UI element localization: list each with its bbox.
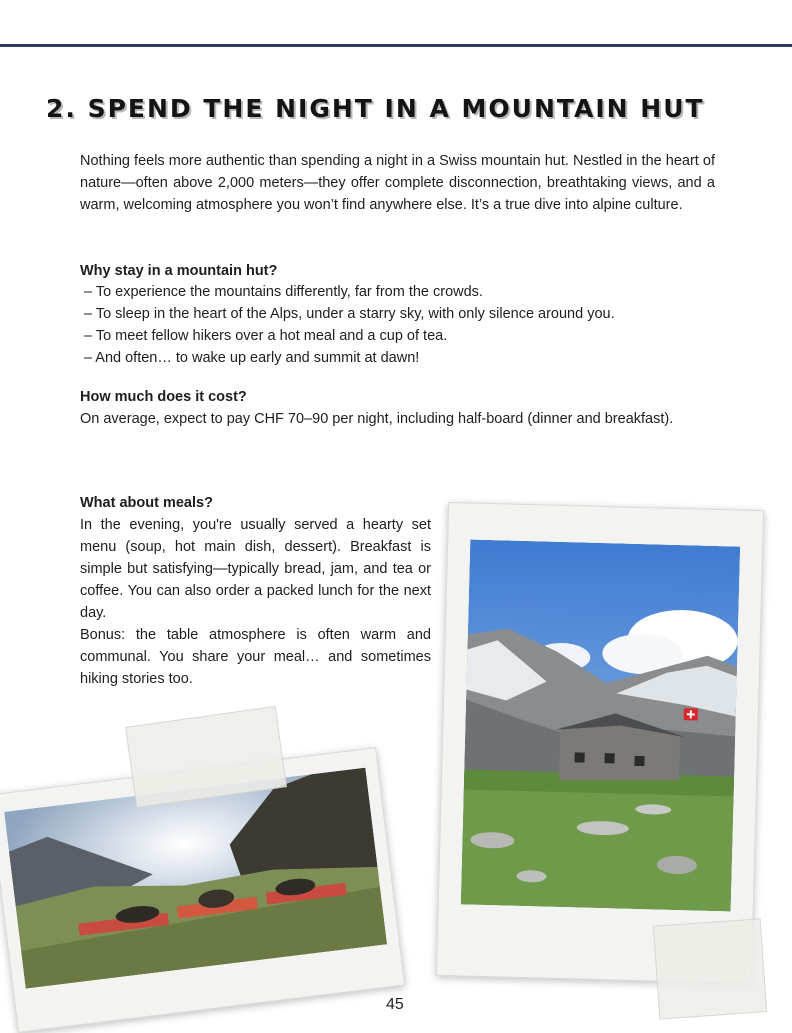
why-heading: Why stay in a mountain hut? xyxy=(80,263,278,279)
meals-heading: What about meals? xyxy=(80,495,213,511)
hikers-resting-photo xyxy=(4,768,387,989)
mountain-hut-photo-frame xyxy=(436,502,764,984)
list-item: – To sleep in the heart of the Alps, under a starry sky, with only silence around you. xyxy=(84,306,615,322)
meals-bonus: Bonus: the table atmosphere is often warm and communal. You share your meal… and sometimes hiking stories too. xyxy=(80,627,431,687)
list-item: – To experience the mountains differently, far from the crowds. xyxy=(84,284,483,300)
cost-paragraph: On average, expect to pay CHF 70–90 per night, including half-board (dinner and breakfast). xyxy=(80,411,674,427)
meals-paragraph xyxy=(80,514,431,690)
meals-text: In the evening, you're usually served a hearty set menu (soup, hot main dish, dessert). Breakfast is simple but satisfying—typically bread, jam, and tea or coffee. You can also order a packed lunch for the next day. xyxy=(80,517,431,621)
page-title: 2. SPEND THE NIGHT IN A MOUNTAIN HUT xyxy=(46,94,705,123)
mountain-hut-photo xyxy=(461,540,740,912)
page-number: 45 xyxy=(386,996,404,1013)
intro-paragraph: Nothing feels more authentic than spending a night in a Swiss mountain hut. Nestled in the heart of nature—often above 2,000 meters—they offer complete disconnection, breathtaking views, and a warm, welcoming atmosphere you won’t find anywhere else. It’s a true dive into alpine culture. xyxy=(80,153,715,213)
top-rule xyxy=(0,44,792,47)
list-item: – To meet fellow hikers over a hot meal and a cup of tea. xyxy=(84,328,448,344)
tape-strip xyxy=(653,918,767,1019)
cost-heading: How much does it cost? xyxy=(80,389,247,405)
list-item: – And often… to wake up early and summit at dawn! xyxy=(84,350,420,366)
why-list xyxy=(84,281,615,369)
